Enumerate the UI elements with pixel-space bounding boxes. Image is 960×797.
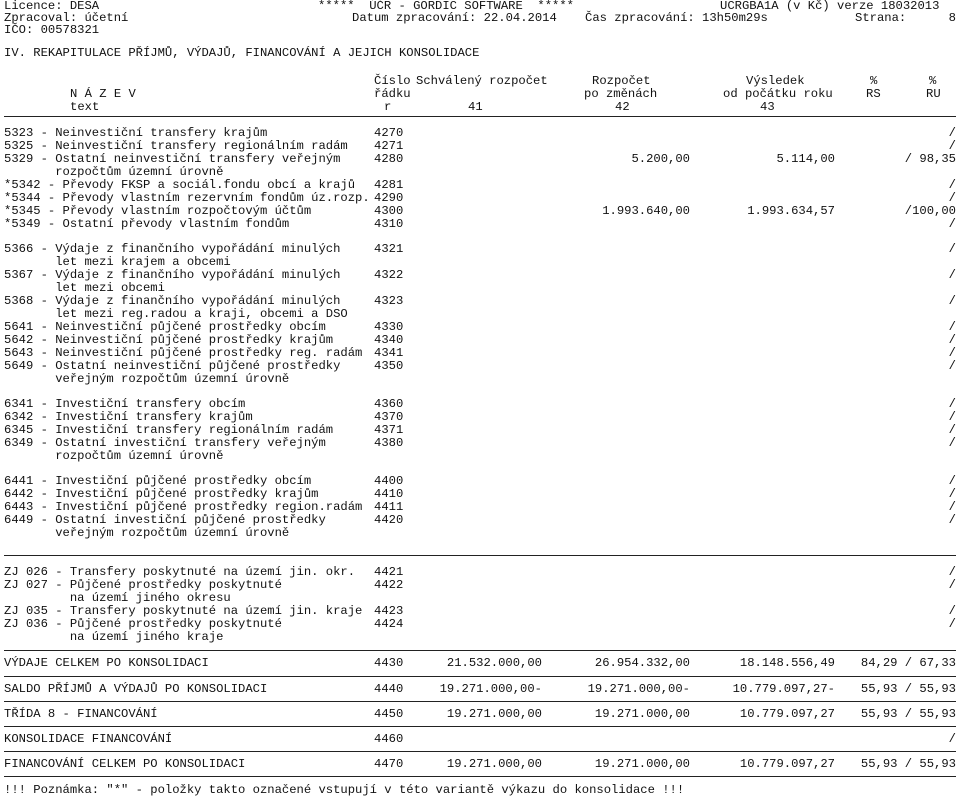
table-row bbox=[0, 565, 960, 579]
row-name: KONSOLIDACE FINANCOVÁNÍ bbox=[4, 732, 173, 746]
table-row bbox=[0, 707, 960, 721]
table-row bbox=[0, 578, 960, 592]
row-name: let mezi krajem a obcemi bbox=[4, 255, 231, 269]
percent-rs-ru: / bbox=[948, 139, 956, 153]
row-number: 4424 bbox=[374, 617, 404, 631]
table-row bbox=[0, 191, 960, 205]
row-name: ZJ 027 - Půjčené prostředky poskytnuté bbox=[4, 578, 282, 592]
row-name: 5329 - Ostatní neinvestiční transfery veřejným bbox=[4, 152, 341, 166]
row-number: 4380 bbox=[374, 436, 404, 450]
row-number: 4341 bbox=[374, 346, 404, 360]
table-row bbox=[0, 474, 960, 488]
table-row bbox=[0, 487, 960, 501]
row-number: 4450 bbox=[374, 707, 404, 721]
header-divider bbox=[4, 116, 956, 117]
col-ru: RU bbox=[926, 87, 941, 101]
divider-konsolidace bbox=[4, 726, 956, 727]
col-nazev: N Á Z E V bbox=[70, 87, 136, 101]
percent-rs-ru: / bbox=[948, 732, 956, 746]
row-name: 6342 - Investiční transfery krajům bbox=[4, 410, 253, 424]
percent-rs-ru: / bbox=[948, 346, 956, 360]
table-row bbox=[0, 630, 960, 644]
row-name: 6341 - Investiční transfery obcím bbox=[4, 397, 246, 411]
table-row bbox=[0, 204, 960, 218]
licence-text: Licence: DESA bbox=[4, 0, 100, 13]
row-number: 4400 bbox=[374, 474, 404, 488]
percent-rs-ru: /100,00 bbox=[904, 204, 956, 218]
row-name: 5643 - Neinvestiční půjčené prostředky reg. radám bbox=[4, 346, 363, 360]
row-name: *5342 - Převody FKSP a sociál.fondu obcí a krajů bbox=[4, 178, 356, 192]
table-row bbox=[0, 372, 960, 386]
page-label: Strana: bbox=[855, 11, 907, 25]
row-name: *5344 - Převody vlastním rezervním fondům úz.rozp. bbox=[4, 191, 370, 205]
percent-rs-ru: 55,93 / 55,93 bbox=[860, 682, 956, 696]
table-row bbox=[0, 346, 960, 360]
table-row bbox=[0, 617, 960, 631]
row-number: 4322 bbox=[374, 268, 404, 282]
row-number: 4360 bbox=[374, 397, 404, 411]
row-name: veřejným rozpočtům územní úrovně bbox=[4, 372, 290, 386]
col-schvaleny: Schválený rozpočet bbox=[416, 74, 548, 88]
row-name: FINANCOVÁNÍ CELKEM PO KONSOLIDACI bbox=[4, 757, 246, 771]
col-radku: řádku bbox=[374, 87, 411, 101]
divider-trida8 bbox=[4, 701, 956, 702]
row-number: 4371 bbox=[374, 423, 404, 437]
col-pct-1: % bbox=[870, 74, 878, 88]
budget-after-changes: 26.954.332,00 bbox=[594, 656, 690, 670]
table-row bbox=[0, 268, 960, 282]
row-name: 6449 - Ostatní investiční půjčené prostředky bbox=[4, 513, 326, 527]
row-name: VÝDAJE CELKEM PO KONSOLIDACI bbox=[4, 656, 209, 670]
percent-rs-ru: / bbox=[948, 242, 956, 256]
row-name: 6443 - Investiční půjčené prostředky region.radám bbox=[4, 500, 363, 514]
table-row bbox=[0, 242, 960, 256]
table-row bbox=[0, 449, 960, 463]
row-number: 4460 bbox=[374, 732, 404, 746]
divider-footer bbox=[4, 776, 956, 777]
result-ytd: 10.779.097,27 bbox=[739, 707, 835, 721]
row-name: 6349 - Ostatní investiční transfery veřejným bbox=[4, 436, 326, 450]
program-version: UCRGBA1A (v Kč) verze 18032013 bbox=[720, 0, 940, 13]
row-number: 4370 bbox=[374, 410, 404, 424]
table-row bbox=[0, 359, 960, 373]
budget-after-changes: 19.271.000,00- bbox=[587, 682, 690, 696]
table-row bbox=[0, 333, 960, 347]
col-r: r bbox=[384, 100, 392, 114]
percent-rs-ru: / bbox=[948, 513, 956, 527]
table-row bbox=[0, 294, 960, 308]
row-name: *5349 - Ostatní převody vlastním fondům bbox=[4, 217, 290, 231]
percent-rs-ru: / bbox=[948, 617, 956, 631]
table-row bbox=[0, 178, 960, 192]
section-title: IV. REKAPITULACE PŘÍJMŮ, VÝDAJŮ, FINANCOVÁNÍ A JEJICH KONSOLIDACE bbox=[4, 46, 480, 60]
row-number: 4290 bbox=[374, 191, 404, 205]
col-rs: RS bbox=[866, 87, 881, 101]
percent-rs-ru: / bbox=[948, 333, 956, 347]
budget-after-changes: 19.271.000,00 bbox=[594, 707, 690, 721]
row-number: 4340 bbox=[374, 333, 404, 347]
col-42: 42 bbox=[615, 100, 630, 114]
row-number: 4423 bbox=[374, 604, 404, 618]
row-name: 5367 - Výdaje z finančního vypořádání minulých bbox=[4, 268, 341, 282]
col-pct-2: % bbox=[929, 74, 937, 88]
row-number: 4271 bbox=[374, 139, 404, 153]
budget-after-changes: 1.993.640,00 bbox=[602, 204, 690, 218]
row-name: rozpočtům územní úrovně bbox=[4, 165, 224, 179]
table-row bbox=[0, 397, 960, 411]
table-row bbox=[0, 126, 960, 140]
page-number: 8 bbox=[948, 11, 956, 25]
table-row bbox=[0, 682, 960, 696]
col-43: 43 bbox=[760, 100, 775, 114]
result-ytd: 10.779.097,27 bbox=[739, 757, 835, 771]
row-name: 5368 - Výdaje z finančního vypořádání minulých bbox=[4, 294, 341, 308]
row-number: 4321 bbox=[374, 242, 404, 256]
row-name: ZJ 035 - Transfery poskytnuté na území jin. kraje bbox=[4, 604, 363, 618]
percent-rs-ru: 55,93 / 55,93 bbox=[860, 707, 956, 721]
row-name: SALDO PŘÍJMŮ A VÝDAJŮ PO KONSOLIDACI bbox=[4, 682, 268, 696]
percent-rs-ru: / bbox=[948, 423, 956, 437]
table-row bbox=[0, 165, 960, 179]
table-row bbox=[0, 152, 960, 166]
result-ytd: 18.148.556,49 bbox=[739, 656, 835, 670]
percent-rs-ru: / bbox=[948, 126, 956, 140]
table-row bbox=[0, 281, 960, 295]
row-name: *5345 - Převody vlastním rozpočtovým účtům bbox=[4, 204, 312, 218]
col-text: text bbox=[70, 100, 100, 114]
table-row bbox=[0, 436, 960, 450]
percent-rs-ru: / bbox=[948, 487, 956, 501]
percent-rs-ru: / bbox=[948, 320, 956, 334]
percent-rs-ru: / 98,35 bbox=[904, 152, 956, 166]
percent-rs-ru: / bbox=[948, 359, 956, 373]
row-name: 5323 - Neinvestiční transfery krajům bbox=[4, 126, 268, 140]
percent-rs-ru: / bbox=[948, 268, 956, 282]
table-row bbox=[0, 320, 960, 334]
row-name: 5642 - Neinvestiční půjčené prostředky krajům bbox=[4, 333, 334, 347]
percent-rs-ru: / bbox=[948, 410, 956, 424]
approved-budget: 19.271.000,00 bbox=[446, 757, 542, 771]
processing-time: Čas zpracování: 13h50m29s bbox=[585, 11, 768, 25]
table-row bbox=[0, 591, 960, 605]
ico-text: IČO: 00578321 bbox=[4, 23, 100, 37]
col-od-pocatku: od počátku roku bbox=[723, 87, 833, 101]
divider-financovani bbox=[4, 751, 956, 752]
row-number: 4270 bbox=[374, 126, 404, 140]
row-number: 4422 bbox=[374, 578, 404, 592]
approved-budget: 19.271.000,00- bbox=[439, 682, 542, 696]
row-number: 4420 bbox=[374, 513, 404, 527]
row-number: 4410 bbox=[374, 487, 404, 501]
footer-note: !!! Poznámka: "*" - položky takto označené vstupují v této variantě výkazu do konsolidace !!! bbox=[4, 783, 685, 797]
result-ytd: 1.993.634,57 bbox=[747, 204, 835, 218]
percent-rs-ru: 55,93 / 55,93 bbox=[860, 757, 956, 771]
percent-rs-ru: / bbox=[948, 217, 956, 231]
row-number: 4281 bbox=[374, 178, 404, 192]
percent-rs-ru: / bbox=[948, 474, 956, 488]
col-vysledek: Výsledek bbox=[746, 74, 805, 88]
table-row bbox=[0, 500, 960, 514]
zj-divider bbox=[4, 555, 956, 556]
software-banner: ***** ÚČR - GORDIC SOFTWARE ***** bbox=[318, 0, 574, 13]
row-number: 4421 bbox=[374, 565, 404, 579]
row-name: ZJ 026 - Transfery poskytnuté na území jin. okr. bbox=[4, 565, 356, 579]
percent-rs-ru: / bbox=[948, 578, 956, 592]
row-number: 4411 bbox=[374, 500, 404, 514]
row-name: let mezi obcemi bbox=[4, 281, 165, 295]
approved-budget: 21.532.000,00 bbox=[446, 656, 542, 670]
processing-date: Datum zpracování: 22.04.2014 bbox=[352, 11, 557, 25]
row-name: let mezi reg.radou a kraji, obcemi a DSO bbox=[4, 307, 348, 321]
percent-rs-ru: / bbox=[948, 294, 956, 308]
table-row bbox=[0, 255, 960, 269]
row-number: 4300 bbox=[374, 204, 404, 218]
table-row bbox=[0, 656, 960, 670]
percent-rs-ru: / bbox=[948, 500, 956, 514]
table-row bbox=[0, 423, 960, 437]
percent-rs-ru: / bbox=[948, 436, 956, 450]
col-41: 41 bbox=[468, 100, 483, 114]
divider-saldo bbox=[4, 676, 956, 677]
row-name: 5366 - Výdaje z finančního vypořádání minulých bbox=[4, 242, 341, 256]
row-number: 4330 bbox=[374, 320, 404, 334]
processed-by: Zpracoval: účetní bbox=[4, 11, 129, 25]
row-name: na území jiného okresu bbox=[4, 591, 231, 605]
table-row bbox=[0, 604, 960, 618]
table-row bbox=[0, 732, 960, 746]
table-row bbox=[0, 410, 960, 424]
row-name: 5641 - Neinvestiční půjčené prostředky obcím bbox=[4, 320, 326, 334]
row-number: 4440 bbox=[374, 682, 404, 696]
row-name: 6345 - Investiční transfery regionálním radám bbox=[4, 423, 334, 437]
row-number: 4350 bbox=[374, 359, 404, 373]
result-ytd: 5.114,00 bbox=[776, 152, 835, 166]
row-name: 6442 - Investiční půjčené prostředky krajům bbox=[4, 487, 319, 501]
col-po-zmenach: po změnách bbox=[584, 87, 658, 101]
table-row bbox=[0, 513, 960, 527]
col-cislo: Číslo bbox=[374, 74, 411, 88]
percent-rs-ru: / bbox=[948, 178, 956, 192]
col-rozpocet: Rozpočet bbox=[592, 74, 651, 88]
row-name: na území jiného kraje bbox=[4, 630, 224, 644]
table-row bbox=[0, 139, 960, 153]
row-name: 6441 - Investiční půjčené prostředky obcím bbox=[4, 474, 312, 488]
table-row bbox=[0, 526, 960, 540]
budget-after-changes: 19.271.000,00 bbox=[594, 757, 690, 771]
budget-after-changes: 5.200,00 bbox=[631, 152, 690, 166]
table-row bbox=[0, 217, 960, 231]
row-name: 5325 - Neinvestiční transfery regionálním radám bbox=[4, 139, 348, 153]
percent-rs-ru: / bbox=[948, 604, 956, 618]
row-number: 4470 bbox=[374, 757, 404, 771]
percent-rs-ru: / bbox=[948, 191, 956, 205]
row-name: 5649 - Ostatní neinvestiční půjčené prostředky bbox=[4, 359, 341, 373]
row-number: 4310 bbox=[374, 217, 404, 231]
approved-budget: 19.271.000,00 bbox=[446, 707, 542, 721]
row-name: ZJ 036 - Půjčené prostředky poskytnuté bbox=[4, 617, 282, 631]
percent-rs-ru: / bbox=[948, 397, 956, 411]
divider-vydaje bbox=[4, 650, 956, 651]
table-row bbox=[0, 307, 960, 321]
row-name: TŘÍDA 8 - FINANCOVÁNÍ bbox=[4, 707, 158, 721]
row-number: 4430 bbox=[374, 656, 404, 670]
table-row bbox=[0, 757, 960, 771]
row-number: 4323 bbox=[374, 294, 404, 308]
row-number: 4280 bbox=[374, 152, 404, 166]
percent-rs-ru: / bbox=[948, 565, 956, 579]
row-name: veřejným rozpočtům územní úrovně bbox=[4, 526, 290, 540]
row-name: rozpočtům územní úrovně bbox=[4, 449, 224, 463]
percent-rs-ru: 84,29 / 67,33 bbox=[860, 656, 956, 670]
result-ytd: 10.779.097,27- bbox=[732, 682, 835, 696]
